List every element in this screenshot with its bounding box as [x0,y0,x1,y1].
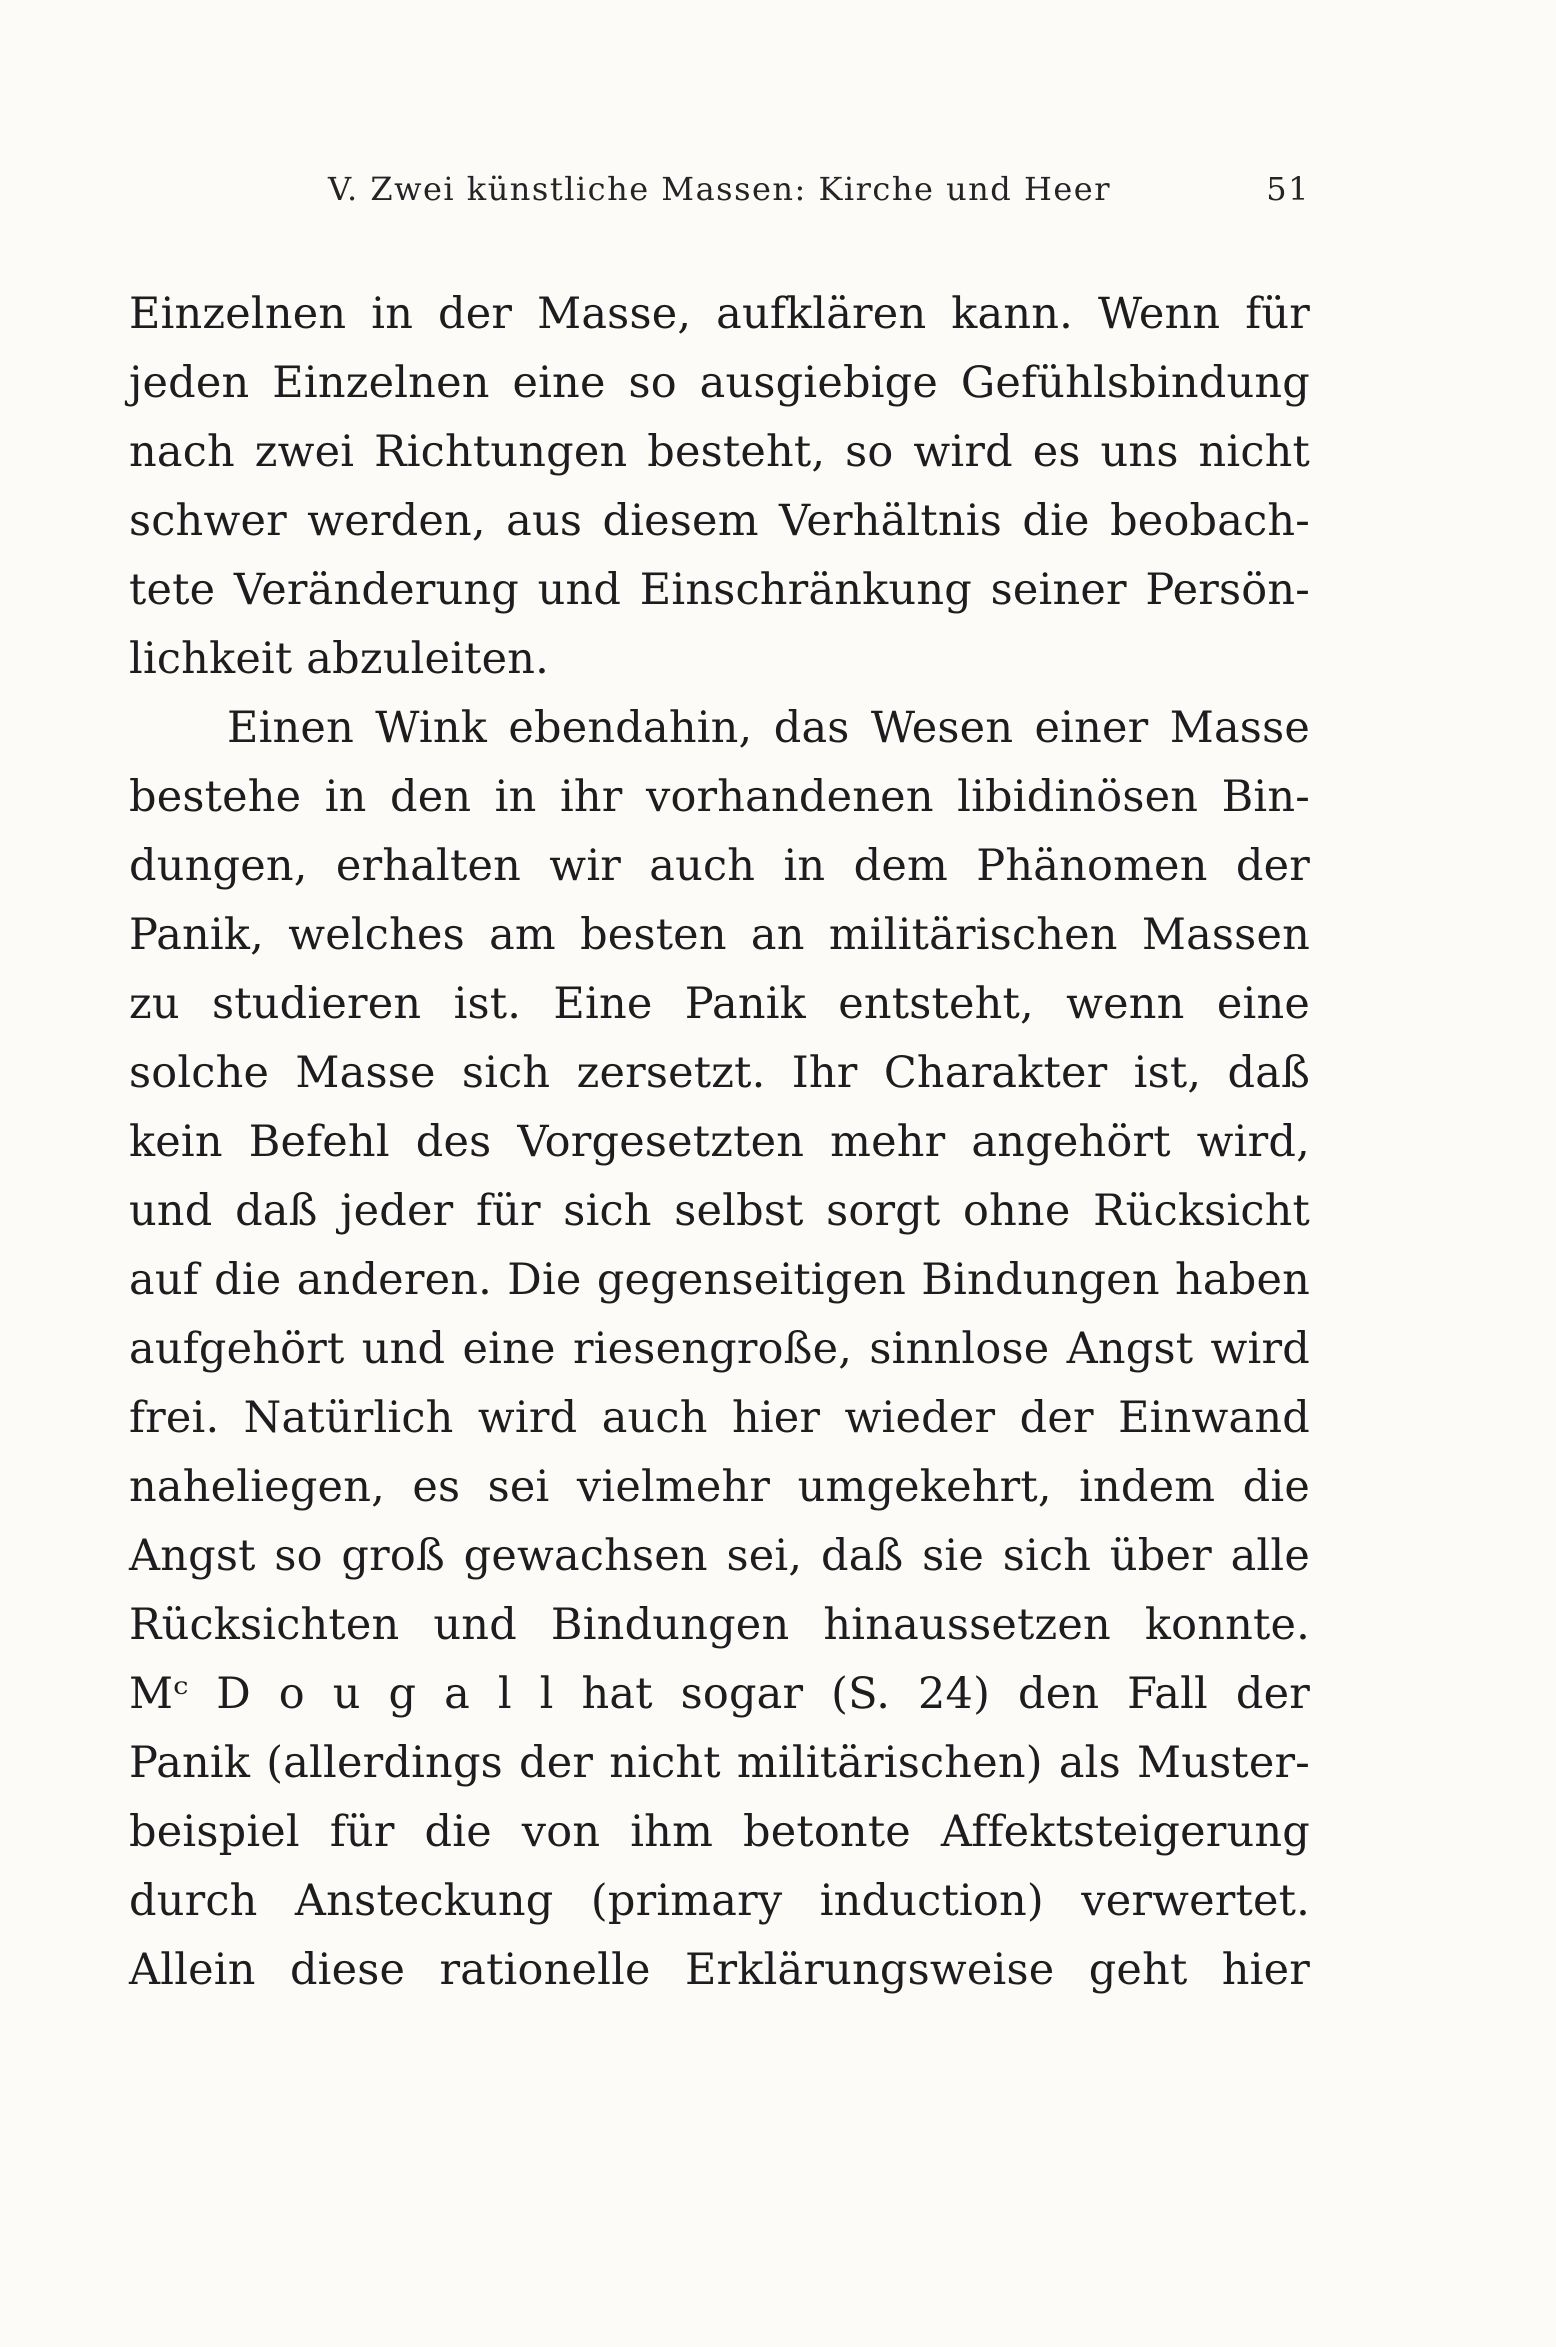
text-line: kein Befehl des Vorgesetzten mehr angehört wird, [129,1117,1310,1167]
text-line: Allein diese rationelle Erklärungsweise geht hier [129,1945,1310,1995]
text-line: Rücksichten und Bindungen hinaussetzen konnte. [129,1600,1310,1650]
running-title: V. Zwei künstliche Massen: Kirche und Heer [327,170,1112,208]
text-line: und daß jeder für sich selbst sorgt ohne Rücksicht [129,1186,1310,1236]
page-header [129,170,1310,214]
text-line: solche Masse sich zersetzt. Ihr Charakter ist, daß [129,1048,1310,1098]
text-line: zu studieren ist. Eine Panik entsteht, wenn eine [129,979,1310,1029]
text-line: Einen Wink ebendahin, das Wesen einer Masse [227,703,1310,753]
text-line: frei. Natürlich wird auch hier wieder der Einwand [129,1393,1310,1443]
text-line: auf die anderen. Die gegenseitigen Bindungen haben [129,1255,1310,1305]
text-line: naheliegen, es sei vielmehr umgekehrt, indem die [129,1462,1310,1512]
text-line: Panik, welches am besten an militärischen Massen [129,910,1310,960]
text-line: beispiel für die von ihm betonte Affektsteigerung [129,1807,1310,1857]
text-line: tete Veränderung und Einschränkung seiner Persön- [129,565,1310,615]
text-line: nach zwei Richtungen besteht, so wird es uns nicht [129,427,1310,477]
text-line: durch Ansteckung (primary induction) verwertet. [129,1876,1310,1926]
text-line: aufgehört und eine riesengroße, sinnlose Angst wird [129,1324,1310,1374]
body-text [129,280,1310,2005]
text-line: bestehe in den in ihr vorhandenen libidinösen Bin- [129,772,1310,822]
text-line: Einzelnen in der Masse, aufklären kann. Wenn für [129,289,1310,339]
text-line: Angst so groß gewachsen sei, daß sie sich über alle [129,1531,1310,1581]
text-line: dungen, erhalten wir auch in dem Phänomen der [129,841,1310,891]
text-line: lichkeit abzuleiten. [129,634,550,684]
page-number: 51 [1266,170,1310,208]
text-line: Mᶜ D o u g a l l hat sogar (S. 24) den Fall der [129,1669,1310,1719]
text-line: schwer werden, aus diesem Verhältnis die beobach- [129,496,1310,546]
text-line: jeden Einzelnen eine so ausgiebige Gefühlsbindung [129,358,1310,408]
text-line: Panik (allerdings der nicht militärischen) als Muster- [129,1738,1310,1788]
